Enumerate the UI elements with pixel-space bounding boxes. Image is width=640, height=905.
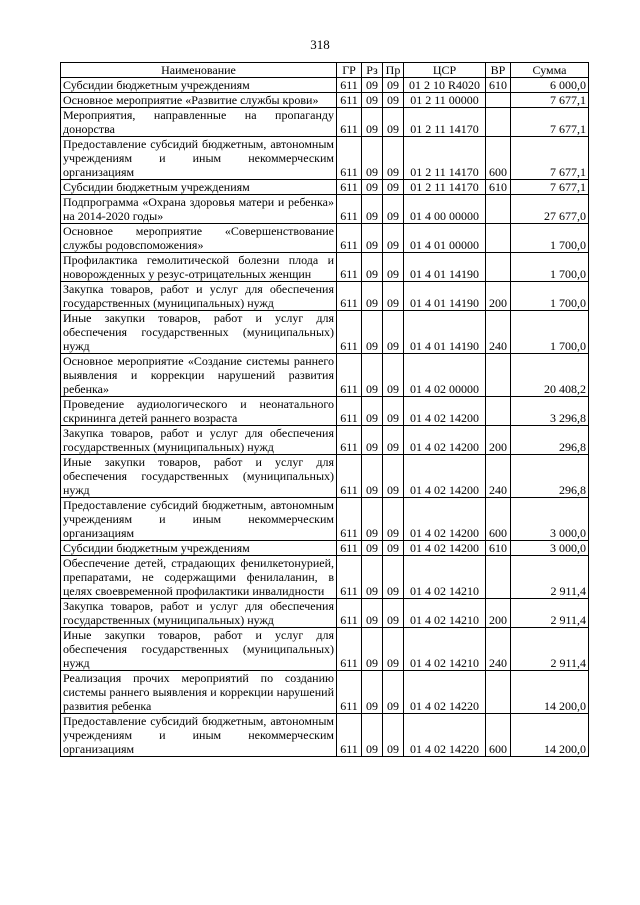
- row-name-cell: Подпрограмма «Охрана здоровья матери и ребенка» на 2014-2020 годы»: [61, 195, 337, 224]
- row-vr-cell: 600: [486, 498, 511, 541]
- row-rz-cell: 09: [362, 224, 383, 253]
- column-header-name: Наименование: [61, 63, 337, 78]
- row-csr-cell: 01 4 02 14210: [404, 628, 486, 671]
- row-gr-cell: 611: [337, 455, 362, 498]
- row-pr-cell: 09: [383, 556, 404, 599]
- row-vr-cell: 200: [486, 426, 511, 455]
- row-rz-cell: 09: [362, 93, 383, 108]
- page-number: 318: [310, 37, 330, 52]
- row-pr-cell: 09: [383, 93, 404, 108]
- row-sum-cell: 6 000,0: [511, 78, 589, 93]
- row-vr-cell: 610: [486, 78, 511, 93]
- column-header-csr: ЦСР: [404, 63, 486, 78]
- row-rz-cell: 09: [362, 426, 383, 455]
- row-rz-cell: 09: [362, 195, 383, 224]
- row-rz-cell: 09: [362, 498, 383, 541]
- row-csr-cell: 01 4 01 14190: [404, 282, 486, 311]
- row-pr-cell: 09: [383, 628, 404, 671]
- row-pr-cell: 09: [383, 599, 404, 628]
- row-sum-cell: 7 677,1: [511, 93, 589, 108]
- row-sum-cell: 1 700,0: [511, 311, 589, 354]
- row-gr-cell: 611: [337, 671, 362, 714]
- row-gr-cell: 611: [337, 180, 362, 195]
- table-row: [61, 426, 589, 455]
- row-rz-cell: 09: [362, 180, 383, 195]
- row-gr-cell: 611: [337, 714, 362, 757]
- row-gr-cell: 611: [337, 93, 362, 108]
- row-sum-cell: 1 700,0: [511, 282, 589, 311]
- row-csr-cell: 01 4 02 14200: [404, 426, 486, 455]
- row-name-cell: Проведение аудиологического и неонатального скрининга детей раннего возраста: [61, 397, 337, 426]
- row-rz-cell: 09: [362, 628, 383, 671]
- table-row: [61, 180, 589, 195]
- row-vr-cell: 600: [486, 714, 511, 757]
- row-name-cell: Предоставление субсидий бюджетным, автономным учреждениям и иным некоммерческим организациям: [61, 498, 337, 541]
- table-row: [61, 714, 589, 757]
- column-header-pr: Пр: [383, 63, 404, 78]
- row-gr-cell: 611: [337, 498, 362, 541]
- table-row: [61, 455, 589, 498]
- row-pr-cell: 09: [383, 671, 404, 714]
- row-sum-cell: 1 700,0: [511, 253, 589, 282]
- row-vr-cell: [486, 354, 511, 397]
- row-gr-cell: 611: [337, 137, 362, 180]
- table-row: [61, 354, 589, 397]
- row-name-cell: Основное мероприятие «Развитие службы крови»: [61, 93, 337, 108]
- row-sum-cell: 1 700,0: [511, 224, 589, 253]
- row-sum-cell: 27 677,0: [511, 195, 589, 224]
- row-pr-cell: 09: [383, 354, 404, 397]
- row-vr-cell: [486, 253, 511, 282]
- row-name-cell: Иные закупки товаров, работ и услуг для обеспечения государственных (муниципальных) нужд: [61, 628, 337, 671]
- table-row: [61, 628, 589, 671]
- row-name-cell: Реализация прочих мероприятий по созданию системы раннего выявления и коррекции нарушений развития ребенка: [61, 671, 337, 714]
- row-csr-cell: 01 4 02 14200: [404, 397, 486, 426]
- row-csr-cell: 01 4 02 14200: [404, 541, 486, 556]
- row-csr-cell: 01 4 02 14210: [404, 599, 486, 628]
- table-row: [61, 282, 589, 311]
- row-name-cell: Профилактика гемолитической болезни плода и новорожденных у резус-отрицательных женщин: [61, 253, 337, 282]
- row-vr-cell: 240: [486, 628, 511, 671]
- row-csr-cell: 01 4 01 00000: [404, 224, 486, 253]
- row-pr-cell: 09: [383, 397, 404, 426]
- row-name-cell: Иные закупки товаров, работ и услуг для обеспечения государственных (муниципальных) нужд: [61, 455, 337, 498]
- row-csr-cell: 01 2 11 14170: [404, 180, 486, 195]
- row-sum-cell: 3 000,0: [511, 541, 589, 556]
- row-name-cell: Мероприятия, направленные на пропаганду донорства: [61, 108, 337, 137]
- row-gr-cell: 611: [337, 253, 362, 282]
- row-sum-cell: 296,8: [511, 455, 589, 498]
- row-gr-cell: 611: [337, 599, 362, 628]
- row-pr-cell: 09: [383, 426, 404, 455]
- row-vr-cell: 240: [486, 455, 511, 498]
- row-rz-cell: 09: [362, 354, 383, 397]
- row-pr-cell: 09: [383, 498, 404, 541]
- row-gr-cell: 611: [337, 556, 362, 599]
- row-sum-cell: 3 296,8: [511, 397, 589, 426]
- row-rz-cell: 09: [362, 311, 383, 354]
- row-vr-cell: [486, 108, 511, 137]
- row-vr-cell: 200: [486, 599, 511, 628]
- row-sum-cell: 296,8: [511, 426, 589, 455]
- row-rz-cell: 09: [362, 556, 383, 599]
- column-header-rz: Рз: [362, 63, 383, 78]
- row-csr-cell: 01 4 02 14200: [404, 498, 486, 541]
- table-row: [61, 93, 589, 108]
- row-vr-cell: 610: [486, 541, 511, 556]
- table-row: [61, 599, 589, 628]
- row-rz-cell: 09: [362, 282, 383, 311]
- row-sum-cell: 3 000,0: [511, 498, 589, 541]
- row-gr-cell: 611: [337, 282, 362, 311]
- table-row: [61, 137, 589, 180]
- row-csr-cell: 01 4 02 14200: [404, 455, 486, 498]
- row-pr-cell: 09: [383, 311, 404, 354]
- table-row: [61, 311, 589, 354]
- row-vr-cell: [486, 224, 511, 253]
- row-sum-cell: 2 911,4: [511, 599, 589, 628]
- table-body: [61, 78, 589, 757]
- row-rz-cell: 09: [362, 714, 383, 757]
- table-row: [61, 397, 589, 426]
- row-csr-cell: 01 2 11 00000: [404, 93, 486, 108]
- row-rz-cell: 09: [362, 397, 383, 426]
- table-row: [61, 498, 589, 541]
- row-name-cell: Субсидии бюджетным учреждениям: [61, 180, 337, 195]
- row-vr-cell: [486, 397, 511, 426]
- row-csr-cell: 01 4 02 14220: [404, 671, 486, 714]
- row-sum-cell: 7 677,1: [511, 108, 589, 137]
- row-vr-cell: 240: [486, 311, 511, 354]
- row-pr-cell: 09: [383, 282, 404, 311]
- row-sum-cell: 14 200,0: [511, 714, 589, 757]
- row-name-cell: Субсидии бюджетным учреждениям: [61, 541, 337, 556]
- row-csr-cell: 01 4 02 14210: [404, 556, 486, 599]
- row-rz-cell: 09: [362, 78, 383, 93]
- row-sum-cell: 2 911,4: [511, 628, 589, 671]
- row-vr-cell: [486, 195, 511, 224]
- row-sum-cell: 7 677,1: [511, 137, 589, 180]
- row-name-cell: Предоставление субсидий бюджетным, автономным учреждениям и иным некоммерческим организациям: [61, 137, 337, 180]
- table-row: [61, 195, 589, 224]
- row-csr-cell: 01 2 10 R4020: [404, 78, 486, 93]
- row-gr-cell: 611: [337, 108, 362, 137]
- row-rz-cell: 09: [362, 599, 383, 628]
- table-row: [61, 108, 589, 137]
- row-pr-cell: 09: [383, 78, 404, 93]
- budget-table: [60, 62, 589, 757]
- row-pr-cell: 09: [383, 180, 404, 195]
- row-sum-cell: 14 200,0: [511, 671, 589, 714]
- row-name-cell: Обеспечение детей, страдающих фенилкетонурией, препаратами, не содержащими фенилаланин, в целях своевременной профилактики инвалидности: [61, 556, 337, 599]
- row-gr-cell: 611: [337, 311, 362, 354]
- column-header-gr: ГР: [337, 63, 362, 78]
- row-vr-cell: [486, 93, 511, 108]
- row-name-cell: Закупка товаров, работ и услуг для обеспечения государственных (муниципальных) нужд: [61, 426, 337, 455]
- row-csr-cell: 01 4 02 14220: [404, 714, 486, 757]
- row-gr-cell: 611: [337, 78, 362, 93]
- row-vr-cell: 600: [486, 137, 511, 180]
- row-name-cell: Иные закупки товаров, работ и услуг для обеспечения государственных (муниципальных) нужд: [61, 311, 337, 354]
- row-vr-cell: 610: [486, 180, 511, 195]
- row-pr-cell: 09: [383, 224, 404, 253]
- table-row: [61, 253, 589, 282]
- row-pr-cell: 09: [383, 108, 404, 137]
- column-header-vr: ВР: [486, 63, 511, 78]
- row-name-cell: Основное мероприятие «Совершенствование службы родовспоможения»: [61, 224, 337, 253]
- row-gr-cell: 611: [337, 195, 362, 224]
- row-pr-cell: 09: [383, 253, 404, 282]
- row-sum-cell: 7 677,1: [511, 180, 589, 195]
- row-gr-cell: 611: [337, 224, 362, 253]
- row-gr-cell: 611: [337, 628, 362, 671]
- row-name-cell: Предоставление субсидий бюджетным, автономным учреждениям и иным некоммерческим организациям: [61, 714, 337, 757]
- row-gr-cell: 611: [337, 541, 362, 556]
- row-pr-cell: 09: [383, 137, 404, 180]
- table-row: [61, 224, 589, 253]
- row-pr-cell: 09: [383, 195, 404, 224]
- row-sum-cell: 20 408,2: [511, 354, 589, 397]
- row-pr-cell: 09: [383, 541, 404, 556]
- row-pr-cell: 09: [383, 714, 404, 757]
- row-vr-cell: 200: [486, 282, 511, 311]
- row-rz-cell: 09: [362, 541, 383, 556]
- row-rz-cell: 09: [362, 253, 383, 282]
- row-name-cell: Основное мероприятие «Создание системы раннего выявления и коррекции нарушений развития ребенка»: [61, 354, 337, 397]
- row-csr-cell: 01 4 01 14190: [404, 311, 486, 354]
- row-csr-cell: 01 2 11 14170: [404, 108, 486, 137]
- row-name-cell: Закупка товаров, работ и услуг для обеспечения государственных (муниципальных) нужд: [61, 599, 337, 628]
- row-gr-cell: 611: [337, 354, 362, 397]
- row-csr-cell: 01 4 01 14190: [404, 253, 486, 282]
- row-csr-cell: 01 4 00 00000: [404, 195, 486, 224]
- row-csr-cell: 01 2 11 14170: [404, 137, 486, 180]
- row-name-cell: Закупка товаров, работ и услуг для обеспечения государственных (муниципальных) нужд: [61, 282, 337, 311]
- table-row: [61, 556, 589, 599]
- table-row: [61, 671, 589, 714]
- row-name-cell: Субсидии бюджетным учреждениям: [61, 78, 337, 93]
- table-row: [61, 78, 589, 93]
- row-gr-cell: 611: [337, 426, 362, 455]
- table-header-row: [61, 63, 589, 78]
- row-sum-cell: 2 911,4: [511, 556, 589, 599]
- row-csr-cell: 01 4 02 00000: [404, 354, 486, 397]
- row-rz-cell: 09: [362, 137, 383, 180]
- column-header-sum: Сумма: [511, 63, 589, 78]
- table-row: [61, 541, 589, 556]
- row-vr-cell: [486, 556, 511, 599]
- row-rz-cell: 09: [362, 671, 383, 714]
- row-vr-cell: [486, 671, 511, 714]
- row-rz-cell: 09: [362, 108, 383, 137]
- row-rz-cell: 09: [362, 455, 383, 498]
- row-gr-cell: 611: [337, 397, 362, 426]
- row-pr-cell: 09: [383, 455, 404, 498]
